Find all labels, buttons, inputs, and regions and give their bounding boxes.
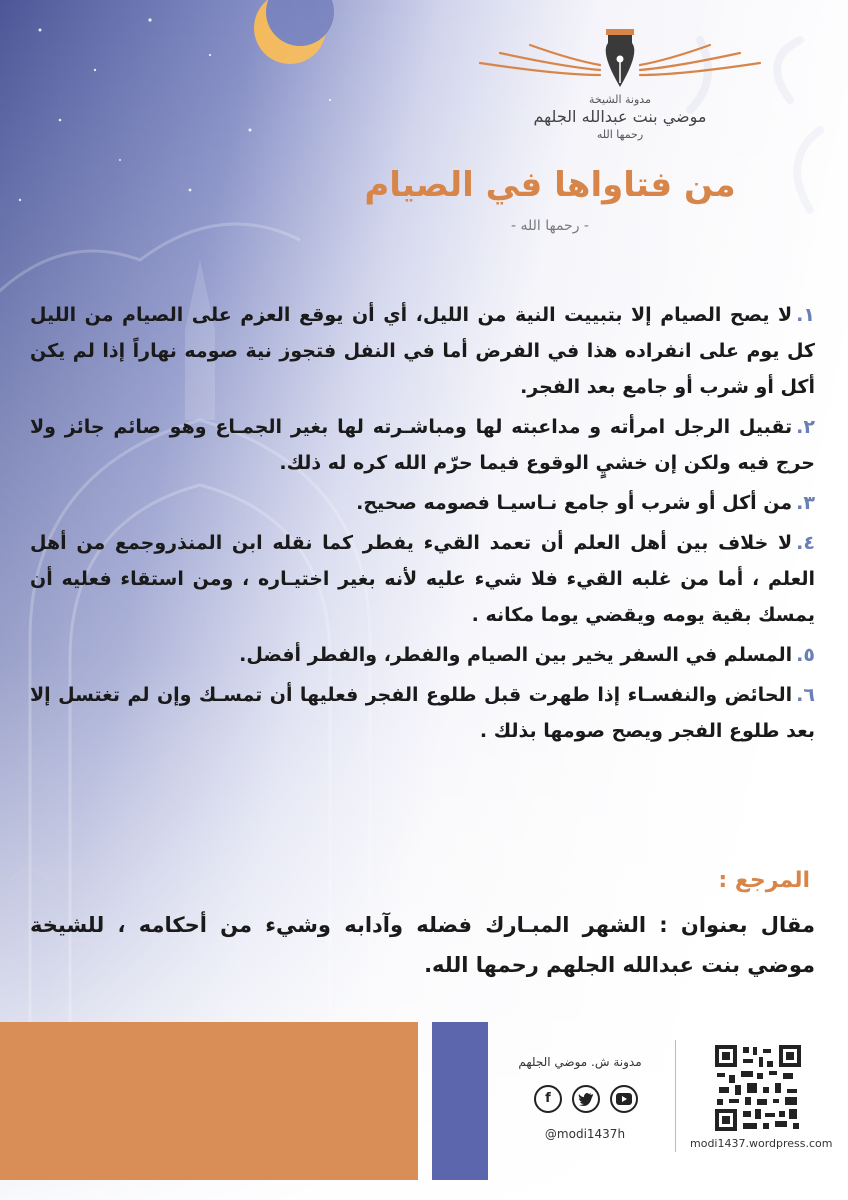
fatwa-text: تقبيل الرجل امرأته و مداعبته لها ومباشـرته لها بغير الجمـاع وهو صائم جائز ولا حرج فيه ولكن إن خشيٍ الوقوع فيما حرّم الله كره له ذلك. [30, 416, 815, 474]
social-handle: @modi1437h [544, 1127, 626, 1141]
fatwa-text: لا خلاف بين أهل العلم أن تعمد القيء يفطر كما نقله ابن المنذروجمع من أهل العلم ، أما من غلبه القيء فلا شيء عليه لأنه بغير اختيـاره ، ومن استقاء فعليه أن يمسك بقية يومه ويقضي يوما مكانه . [30, 532, 815, 626]
youtube-icon[interactable] [610, 1085, 638, 1113]
blog-name: موضي بنت عبدالله الجلهم [533, 107, 707, 126]
pen-nib-icon [460, 25, 780, 95]
fatwa-number: ٣. [796, 492, 815, 514]
fatwa-text: المسلم في السفر يخير بين الصيام والفطر، والفطر أفضل. [239, 644, 793, 666]
fatwa-item [30, 525, 815, 633]
blog-label: مدونة الشيخة [589, 93, 651, 106]
blog-logo [460, 25, 780, 141]
footer-orange-bar [0, 1022, 418, 1180]
twitter-icon[interactable] [572, 1085, 600, 1113]
blessing-text: رحمها الله [596, 128, 644, 141]
footer-blue-bar [432, 1022, 488, 1180]
fatwa-item [30, 297, 815, 405]
page-title: من فتاواها في الصيام [364, 165, 736, 205]
facebook-icon[interactable]: f [534, 1085, 562, 1113]
fatwa-list [30, 297, 815, 753]
footer-blog-name: مدونة ش. موضي الجلهم [518, 1055, 642, 1069]
website-link[interactable]: modi1437.wordpress.com [690, 1137, 833, 1150]
fatwa-item [30, 637, 815, 673]
fatwa-number: ٤. [796, 532, 815, 554]
fatwa-number: ٢. [796, 416, 815, 438]
fatwa-item [30, 485, 815, 521]
fatwa-number: ١. [796, 304, 815, 326]
fatwa-number: ٦. [796, 684, 815, 706]
fatwa-text: لا يصح الصيام إلا بتبييت النية من الليل، أي أن يوقع العزم على الصيام من الليل كل يوم على انفراده هذا في الفرض أما في النفل فتجوز نية صومه نهاراً إذا لم يكن أكل أو شرب أو جامع بعد الفجر. [30, 304, 815, 398]
social-links [534, 1085, 644, 1119]
fatwa-item [30, 677, 815, 749]
fatwa-number: ٥. [796, 644, 815, 666]
footer-divider [675, 1040, 676, 1152]
qr-code-icon [715, 1045, 801, 1131]
reference-heading: المرجع : [718, 868, 810, 893]
reference-text: مقال بعنوان : الشهر المبـارك فضله وآدابه وشيء من أحكامه ، للشيخة موضي بنت عبدالله الجلهم رحمها الله. [30, 913, 815, 977]
fatwa-item [30, 409, 815, 481]
fatwa-text: من أكل أو شرب أو جامع نـاسيـا فصومه صحيح. [356, 492, 793, 514]
fatwa-text: الحائض والنفسـاء إذا طهرت قبل طلوع الفجر فعليها أن تمسـك وإن لم تغتسل إلا بعد طلوع الفجر ويصح صومها بذلك . [30, 684, 815, 742]
page-subtitle: - رحمها الله - [511, 218, 589, 234]
